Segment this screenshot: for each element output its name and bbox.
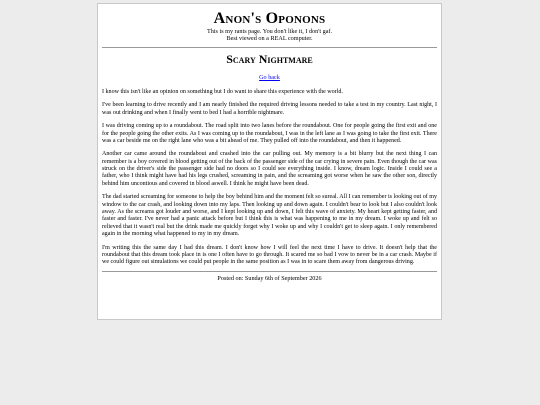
site-title: Anon's Oponons [213,10,326,27]
page-container [97,3,442,320]
best-viewed-note: Best viewed on a REAL computer. [226,35,313,43]
post-paragraph: I'm writing this the same day I had this dream. I don't know how I will feel the next time I have to drive. It doesn't help that the roundabout that this dream took place in is one I often have to go through. It scared me so bad I vow to never be in a car crash. Maybe if we could figure out simulations we could put people in the same position as I was in to scare them away from dangerous driving. [102,244,437,266]
post-paragraph: The dad started screaming for someone to help the boy behind him and the moment felt so sureal. All I can remember is looking out of my window to the car crash, and looking down into my laps. Then looking up and down again. I couldn't bear to look but I also couldn't look away. As the screams got louder and worse, and I kept looking up and down, I felt this wave of anxiety. My heart kept getting faster, and faster and faster. I've never had a panic attack before but I think this is what was happening to me in my dream. I woke up and felt so relieved that it wasn't real but the drink made me quickly forget why I woke up and why I couldn't get to sleep again. I only remembered again in the morning what happened to my in my dream. [102,194,438,238]
post-paragraph: Another car came around the roundabout and crashed into the car pulling out. My memory is a bit blurry but the next thing I can remember is a boy covered in blood getting out of the back of the passenger side of the car crying in severe pain. Even though the car was struck on the driver's side the passenger side had no doors so I could see everything inside. I know, dream logic. Inside I could see a father, who I think might have had his legs crushed, screaming in pain, and the screaming got worse when he saw the other son, directly behind him uncontious and covered in blood aswell. I think he might have been dead. [102,151,437,187]
post-header [98,48,441,84]
site-tagline: This is my rants page. You don't like it, I don't gaf. [206,28,333,35]
site-header [98,4,441,43]
post-body [98,89,441,267]
post-paragraph: I've been learning to drive recently and I am nearly finished the required driving lessons needed to take a test in my country. Last night, I was out drinking and when I finally went to bed I had a horrible nightmare. [102,102,437,116]
post-date: Posted on: Sunday 6th of September 2026 [217,274,322,282]
post-paragraph: I know this isn't like an opinion on something but I do want to share this experience with the world. [102,88,343,95]
post-title: Scary Nightmare [226,51,313,66]
post-paragraph: I was driving coming up to a roundabout. The road split into two lanes before the roundabout. One for people going the first exit and one for the people going the other exits. As I was coming up to the roundabout, I was in the left lane as I was going to take the first exit. There was a car beside me on the right lane who was a bit ahead of me. They pulled off into the roundabout, and then it happened. [102,123,437,144]
go-back-link[interactable]: Go back [259,73,280,81]
